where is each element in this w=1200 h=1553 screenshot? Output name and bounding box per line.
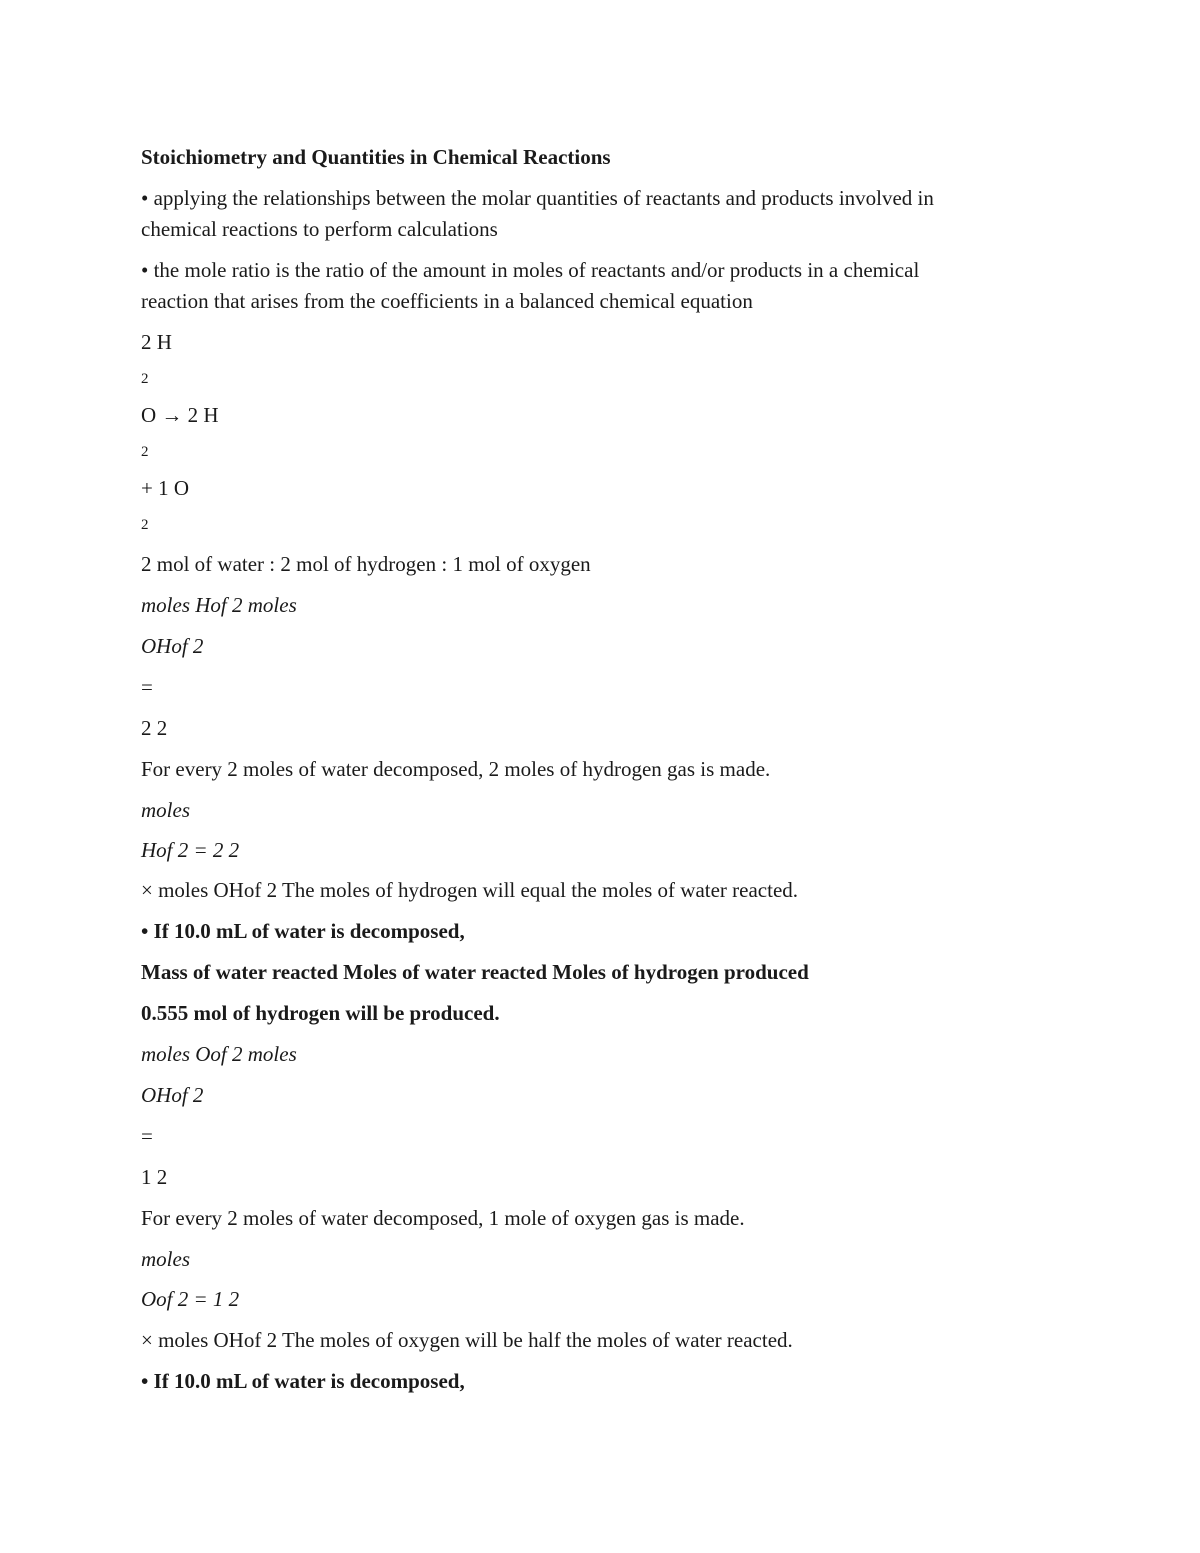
formula-line: moles Oof 2 moles bbox=[141, 1042, 297, 1066]
subscript-line: 2 bbox=[141, 371, 149, 387]
formula-line: 2 2 bbox=[141, 716, 168, 740]
equation-line: 2 H bbox=[141, 330, 172, 354]
text-line: For every 2 moles of water decomposed, 1 mole of oxygen gas is made. bbox=[141, 1206, 745, 1230]
formula-line: Hof 2 = 2 2 bbox=[141, 838, 240, 862]
bold-text-line: Mass of water reacted Moles of water reacted Moles of hydrogen produced bbox=[141, 960, 809, 984]
bullet-text-line: • applying the relationships between the molar quantities of reactants and products involved in bbox=[141, 186, 934, 210]
mole-ratio-line: 2 mol of water : 2 mol of hydrogen : 1 mol of oxygen bbox=[141, 552, 591, 576]
formula-line: = bbox=[141, 675, 153, 699]
text-line: reaction that arises from the coefficients in a balanced chemical equation bbox=[141, 289, 753, 313]
subscript-line: 2 bbox=[141, 517, 149, 533]
formula-line: OHof 2 bbox=[141, 634, 204, 658]
formula-line: moles Hof 2 moles bbox=[141, 593, 297, 617]
formula-line: moles bbox=[141, 1247, 190, 1271]
formula-line: Oof 2 = 1 2 bbox=[141, 1287, 240, 1311]
text-line: chemical reactions to perform calculations bbox=[141, 217, 498, 241]
equation-line: + 1 O bbox=[141, 476, 190, 500]
document-title: Stoichiometry and Quantities in Chemical Reactions bbox=[141, 145, 611, 169]
formula-line: moles bbox=[141, 798, 190, 822]
subscript-line: 2 bbox=[141, 444, 149, 460]
bold-bullet-line: • If 10.0 mL of water is decomposed, bbox=[141, 1369, 465, 1393]
text-line: × moles OHof 2 The moles of hydrogen will equal the moles of water reacted. bbox=[141, 878, 799, 902]
bullet-text-line: • the mole ratio is the ratio of the amount in moles of reactants and/or products in a chemical bbox=[141, 258, 920, 282]
formula-line: 1 2 bbox=[141, 1165, 168, 1189]
bold-bullet-line: • If 10.0 mL of water is decomposed, bbox=[141, 919, 465, 943]
bold-text-line: 0.555 mol of hydrogen will be produced. bbox=[141, 1001, 500, 1025]
text-line: For every 2 moles of water decomposed, 2 moles of hydrogen gas is made. bbox=[141, 757, 771, 781]
text-line: × moles OHof 2 The moles of oxygen will be half the moles of water reacted. bbox=[141, 1328, 793, 1352]
formula-line: = bbox=[141, 1124, 153, 1148]
formula-line: OHof 2 bbox=[141, 1083, 204, 1107]
equation-line: O → 2 H bbox=[141, 403, 219, 427]
